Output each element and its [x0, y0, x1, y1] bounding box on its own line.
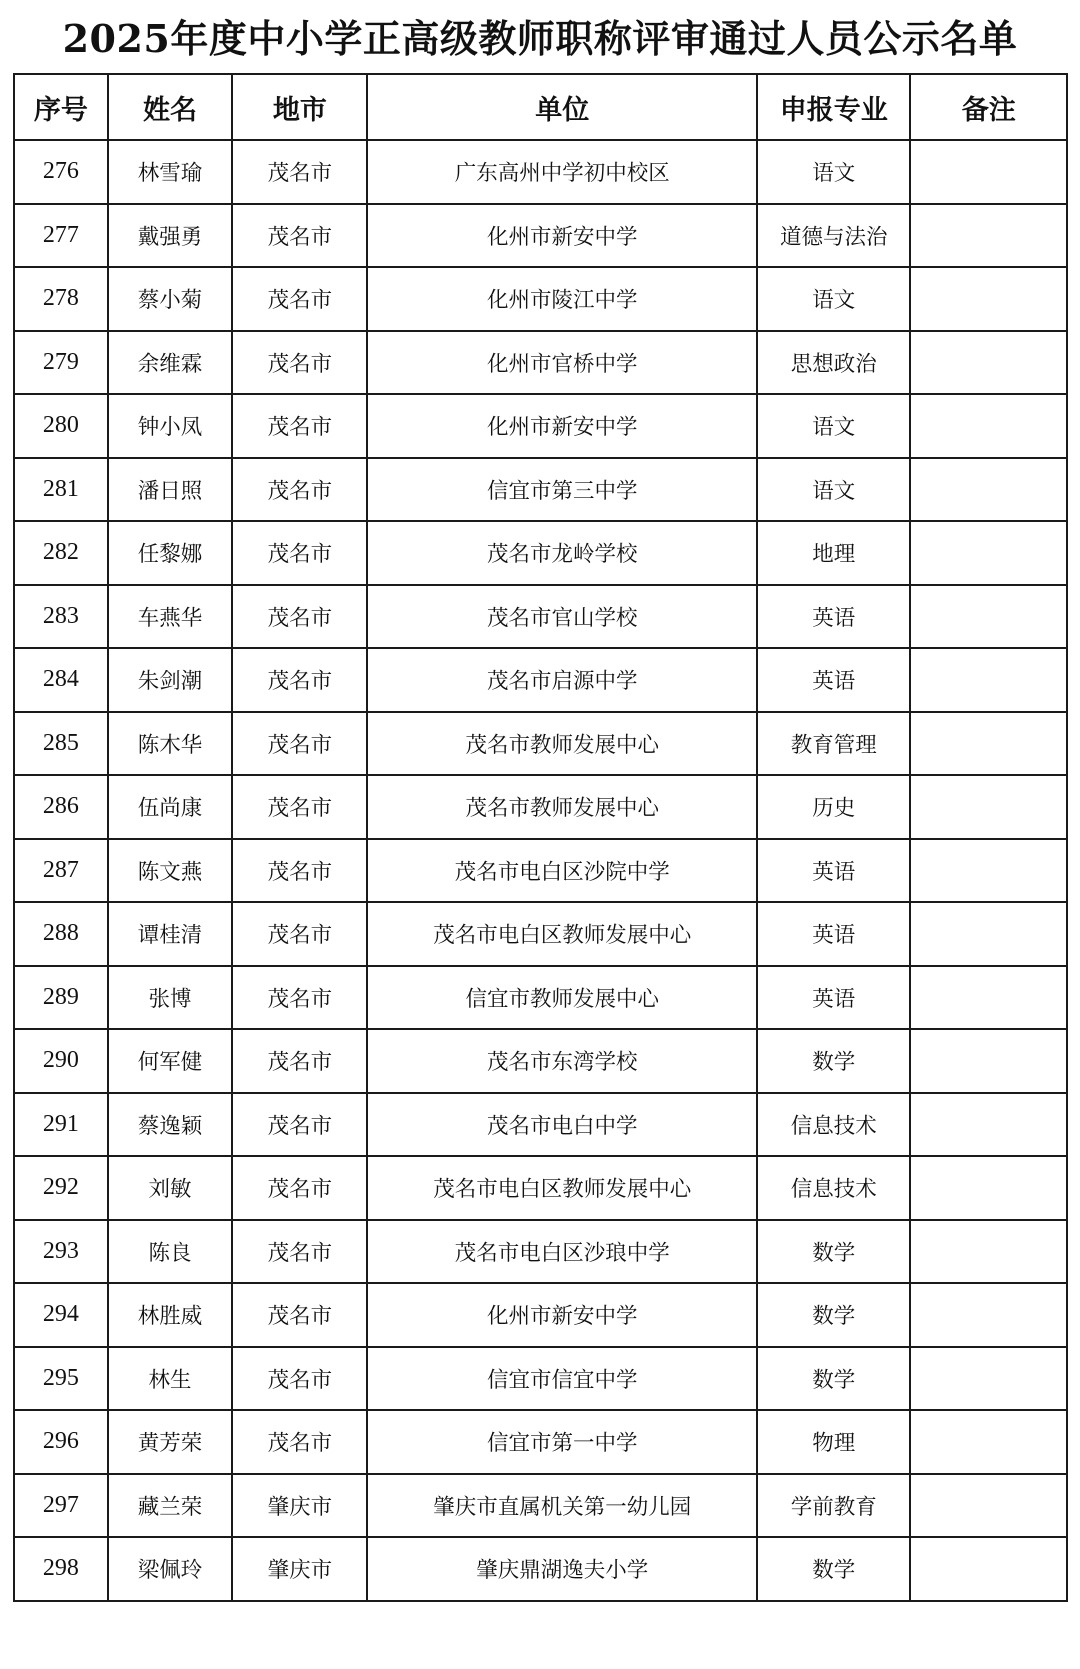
- table-row: [14, 267, 1067, 331]
- cell-name: 陈文燕: [108, 839, 233, 903]
- cell-seq: 277: [14, 204, 108, 268]
- cell-seq: 279: [14, 331, 108, 395]
- cell-subject: 语文: [757, 458, 910, 522]
- cell-city: 茂名市: [232, 1347, 367, 1411]
- cell-seq: 291: [14, 1093, 108, 1157]
- table-row: [14, 204, 1067, 268]
- cell-name: 藏兰荣: [108, 1474, 233, 1538]
- table-row: [14, 839, 1067, 903]
- cell-unit: 茂名市教师发展中心: [367, 775, 757, 839]
- table-body: [14, 140, 1067, 1601]
- cell-remark: [910, 966, 1067, 1030]
- table-row: [14, 1093, 1067, 1157]
- cell-seq: 280: [14, 394, 108, 458]
- table-row: [14, 1410, 1067, 1474]
- cell-remark: [910, 1283, 1067, 1347]
- cell-name: 黄芳荣: [108, 1410, 233, 1474]
- cell-city: 茂名市: [232, 712, 367, 776]
- cell-seq: 293: [14, 1220, 108, 1284]
- cell-city: 茂名市: [232, 1093, 367, 1157]
- table-header: [14, 74, 1067, 140]
- table-row: [14, 902, 1067, 966]
- table-row: [14, 394, 1067, 458]
- cell-city: 茂名市: [232, 394, 367, 458]
- cell-unit: 化州市新安中学: [367, 204, 757, 268]
- cell-subject: 数学: [757, 1220, 910, 1284]
- cell-remark: [910, 648, 1067, 712]
- cell-city: 茂名市: [232, 775, 367, 839]
- cell-unit: 茂名市官山学校: [367, 585, 757, 649]
- cell-subject: 信息技术: [757, 1093, 910, 1157]
- cell-name: 陈木华: [108, 712, 233, 776]
- cell-subject: 地理: [757, 521, 910, 585]
- cell-seq: 292: [14, 1156, 108, 1220]
- table-row: [14, 1029, 1067, 1093]
- header-seq: 序号: [14, 74, 108, 140]
- cell-seq: 298: [14, 1537, 108, 1601]
- cell-city: 茂名市: [232, 1220, 367, 1284]
- cell-subject: 语文: [757, 267, 910, 331]
- cell-remark: [910, 1093, 1067, 1157]
- cell-subject: 信息技术: [757, 1156, 910, 1220]
- cell-city: 茂名市: [232, 331, 367, 395]
- cell-unit: 信宜市信宜中学: [367, 1347, 757, 1411]
- cell-subject: 语文: [757, 394, 910, 458]
- cell-remark: [910, 1537, 1067, 1601]
- cell-subject: 学前教育: [757, 1474, 910, 1538]
- table-row: [14, 585, 1067, 649]
- cell-seq: 285: [14, 712, 108, 776]
- cell-name: 何军健: [108, 1029, 233, 1093]
- cell-unit: 肇庆市直属机关第一幼儿园: [367, 1474, 757, 1538]
- cell-remark: [910, 458, 1067, 522]
- header-name: 姓名: [108, 74, 233, 140]
- cell-unit: 信宜市第一中学: [367, 1410, 757, 1474]
- cell-city: 茂名市: [232, 585, 367, 649]
- cell-subject: 英语: [757, 585, 910, 649]
- table-row: [14, 140, 1067, 204]
- table-row: [14, 458, 1067, 522]
- header-remark: 备注: [910, 74, 1067, 140]
- cell-unit: 化州市陵江中学: [367, 267, 757, 331]
- cell-unit: 化州市官桥中学: [367, 331, 757, 395]
- cell-name: 余维霖: [108, 331, 233, 395]
- cell-city: 茂名市: [232, 204, 367, 268]
- cell-name: 戴强勇: [108, 204, 233, 268]
- cell-subject: 历史: [757, 775, 910, 839]
- cell-seq: 297: [14, 1474, 108, 1538]
- cell-name: 林生: [108, 1347, 233, 1411]
- cell-unit: 广东高州中学初中校区: [367, 140, 757, 204]
- cell-seq: 290: [14, 1029, 108, 1093]
- cell-remark: [910, 1474, 1067, 1538]
- table-row: [14, 775, 1067, 839]
- table-row: [14, 712, 1067, 776]
- cell-seq: 281: [14, 458, 108, 522]
- cell-name: 车燕华: [108, 585, 233, 649]
- cell-subject: 英语: [757, 839, 910, 903]
- cell-unit: 茂名市电白中学: [367, 1093, 757, 1157]
- cell-name: 蔡小菊: [108, 267, 233, 331]
- cell-seq: 276: [14, 140, 108, 204]
- cell-name: 谭桂清: [108, 902, 233, 966]
- cell-subject: 教育管理: [757, 712, 910, 776]
- table-row: [14, 1156, 1067, 1220]
- cell-remark: [910, 140, 1067, 204]
- table-row: [14, 331, 1067, 395]
- cell-unit: 茂名市电白区沙院中学: [367, 839, 757, 903]
- cell-unit: 信宜市第三中学: [367, 458, 757, 522]
- table-row: [14, 1347, 1067, 1411]
- cell-subject: 英语: [757, 966, 910, 1030]
- cell-name: 林胜威: [108, 1283, 233, 1347]
- cell-city: 茂名市: [232, 521, 367, 585]
- cell-seq: 283: [14, 585, 108, 649]
- table-row: [14, 1474, 1067, 1538]
- cell-name: 蔡逸颖: [108, 1093, 233, 1157]
- table-row: [14, 1537, 1067, 1601]
- cell-city: 茂名市: [232, 1283, 367, 1347]
- cell-subject: 道德与法治: [757, 204, 910, 268]
- cell-subject: 数学: [757, 1029, 910, 1093]
- header-row: [14, 74, 1067, 140]
- cell-subject: 数学: [757, 1283, 910, 1347]
- cell-remark: [910, 585, 1067, 649]
- cell-seq: 294: [14, 1283, 108, 1347]
- table-row: [14, 648, 1067, 712]
- cell-subject: 英语: [757, 648, 910, 712]
- header-unit: 单位: [367, 74, 757, 140]
- cell-subject: 数学: [757, 1537, 910, 1601]
- cell-name: 梁佩玲: [108, 1537, 233, 1601]
- cell-seq: 284: [14, 648, 108, 712]
- cell-name: 林雪瑜: [108, 140, 233, 204]
- cell-seq: 288: [14, 902, 108, 966]
- document-title: 2025年度中小学正高级教师职称评审通过人员公示名单: [62, 16, 1018, 61]
- cell-seq: 278: [14, 267, 108, 331]
- cell-unit: 肇庆鼎湖逸夫小学: [367, 1537, 757, 1601]
- cell-subject: 思想政治: [757, 331, 910, 395]
- cell-unit: 化州市新安中学: [367, 394, 757, 458]
- cell-unit: 信宜市教师发展中心: [367, 966, 757, 1030]
- header-city: 地市: [232, 74, 367, 140]
- cell-city: 茂名市: [232, 140, 367, 204]
- cell-remark: [910, 204, 1067, 268]
- cell-unit: 茂名市教师发展中心: [367, 712, 757, 776]
- cell-unit: 茂名市电白区教师发展中心: [367, 1156, 757, 1220]
- table-row: [14, 1220, 1067, 1284]
- cell-remark: [910, 1347, 1067, 1411]
- cell-unit: 茂名市东湾学校: [367, 1029, 757, 1093]
- cell-subject: 英语: [757, 902, 910, 966]
- cell-remark: [910, 902, 1067, 966]
- cell-remark: [910, 267, 1067, 331]
- cell-subject: 物理: [757, 1410, 910, 1474]
- cell-name: 任黎娜: [108, 521, 233, 585]
- cell-unit: 化州市新安中学: [367, 1283, 757, 1347]
- cell-city: 茂名市: [232, 1156, 367, 1220]
- cell-remark: [910, 775, 1067, 839]
- cell-remark: [910, 394, 1067, 458]
- cell-city: 茂名市: [232, 839, 367, 903]
- table-row: [14, 966, 1067, 1030]
- cell-name: 刘敏: [108, 1156, 233, 1220]
- cell-seq: 295: [14, 1347, 108, 1411]
- cell-remark: [910, 712, 1067, 776]
- cell-remark: [910, 1029, 1067, 1093]
- cell-city: 茂名市: [232, 1029, 367, 1093]
- cell-seq: 296: [14, 1410, 108, 1474]
- cell-name: 陈良: [108, 1220, 233, 1284]
- cell-name: 伍尚康: [108, 775, 233, 839]
- cell-subject: 语文: [757, 140, 910, 204]
- cell-name: 钟小凤: [108, 394, 233, 458]
- header-subject: 申报专业: [757, 74, 910, 140]
- cell-remark: [910, 521, 1067, 585]
- cell-remark: [910, 839, 1067, 903]
- roster-table: [13, 73, 1068, 1602]
- cell-city: 肇庆市: [232, 1474, 367, 1538]
- cell-city: 肇庆市: [232, 1537, 367, 1601]
- cell-name: 潘日照: [108, 458, 233, 522]
- table-row: [14, 1283, 1067, 1347]
- cell-seq: 282: [14, 521, 108, 585]
- table-row: [14, 521, 1067, 585]
- cell-subject: 数学: [757, 1347, 910, 1411]
- cell-remark: [910, 1156, 1067, 1220]
- cell-remark: [910, 1220, 1067, 1284]
- cell-city: 茂名市: [232, 902, 367, 966]
- cell-name: 张博: [108, 966, 233, 1030]
- cell-city: 茂名市: [232, 966, 367, 1030]
- cell-city: 茂名市: [232, 267, 367, 331]
- cell-seq: 289: [14, 966, 108, 1030]
- cell-remark: [910, 331, 1067, 395]
- cell-city: 茂名市: [232, 648, 367, 712]
- cell-unit: 茂名市电白区教师发展中心: [367, 902, 757, 966]
- cell-seq: 286: [14, 775, 108, 839]
- cell-city: 茂名市: [232, 458, 367, 522]
- cell-city: 茂名市: [232, 1410, 367, 1474]
- cell-name: 朱剑潮: [108, 648, 233, 712]
- cell-seq: 287: [14, 839, 108, 903]
- cell-remark: [910, 1410, 1067, 1474]
- cell-unit: 茂名市龙岭学校: [367, 521, 757, 585]
- cell-unit: 茂名市启源中学: [367, 648, 757, 712]
- cell-unit: 茂名市电白区沙琅中学: [367, 1220, 757, 1284]
